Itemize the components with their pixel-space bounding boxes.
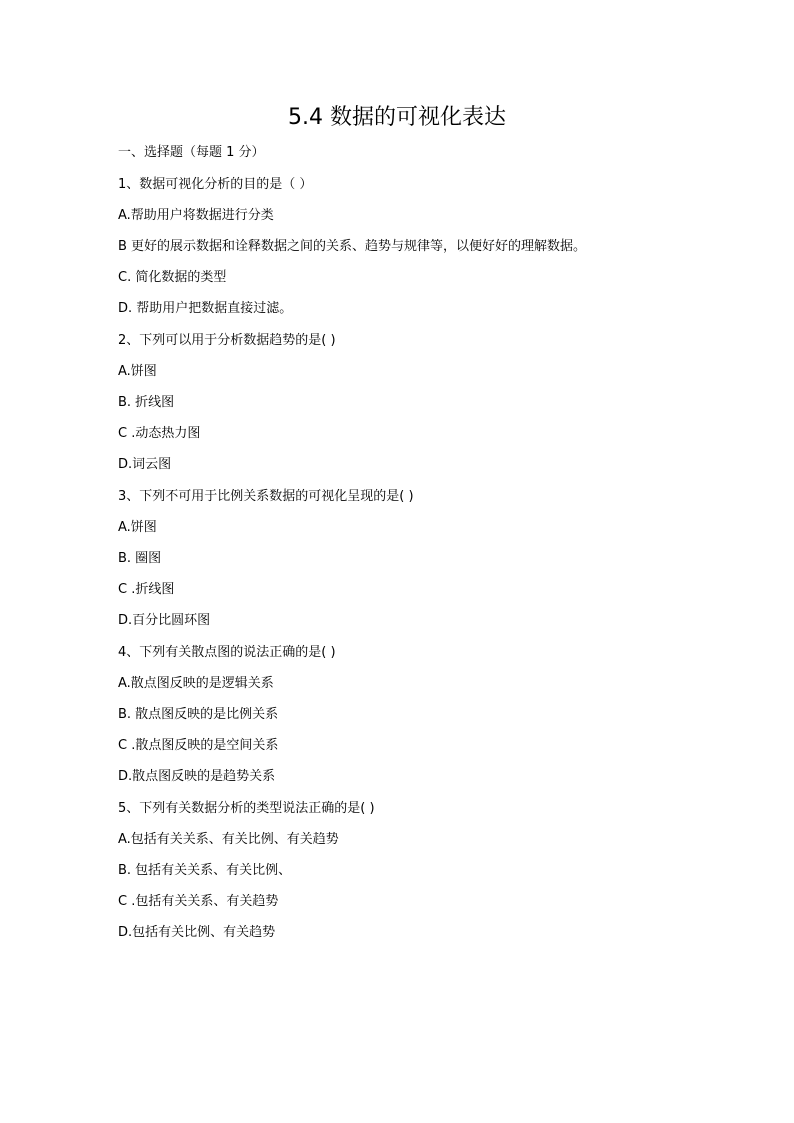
question-3-option-a: A.饼图 [118,520,157,535]
question-5-option-a: A.包括有关关系、有关比例、有关趋势 [118,832,339,847]
question-2-stem: 2、下列可以用于分析数据趋势的是( ) [118,333,336,348]
question-5-option-d: D.包括有关比例、有关趋势 [118,925,276,940]
question-3-option-d: D.百分比圆环图 [118,613,211,628]
document-title: 5.4 数据的可视化表达 [288,105,506,130]
question-4-stem: 4、下列有关散点图的说法正确的是( ) [118,645,336,660]
question-3-stem: 3、下列不可用于比例关系数据的可视化呈现的是( ) [118,489,414,504]
question-3-option-b: B. 圈图 [118,551,162,566]
question-2-option-d: D.词云图 [118,457,172,472]
question-2-option-b: B. 折线图 [118,395,175,410]
question-1-option-d: D. 帮助用户把数据直接过滤。 [118,301,293,316]
question-4-option-a: A.散点图反映的是逻辑关系 [118,676,274,691]
question-1-option-b: B 更好的展示数据和诠释数据之间的关系、趋势与规律等，以便好好的理解数据。 [118,239,587,254]
question-3-option-c: C .折线图 [118,582,175,597]
section-heading: 一、选择题（每题 1 分） [118,145,265,160]
question-4-option-b: B. 散点图反映的是比例关系 [118,707,279,722]
question-5-option-c: C .包括有关关系、有关趋势 [118,894,279,909]
question-4-option-d: D.散点图反映的是趋势关系 [118,769,276,784]
question-2-option-c: C .动态热力图 [118,426,201,441]
question-5-stem: 5、下列有关数据分析的类型说法正确的是( ) [118,801,375,816]
question-1-stem: 1、数据可视化分析的目的是（ ） [118,177,313,192]
question-5-option-b: B. 包括有关关系、有关比例、 [118,863,292,878]
question-4-option-c: C .散点图反映的是空间关系 [118,738,279,753]
question-2-option-a: A.饼图 [118,364,157,379]
question-1-option-c: C. 简化数据的类型 [118,270,227,285]
question-1-option-a: A.帮助用户将数据进行分类 [118,208,274,223]
